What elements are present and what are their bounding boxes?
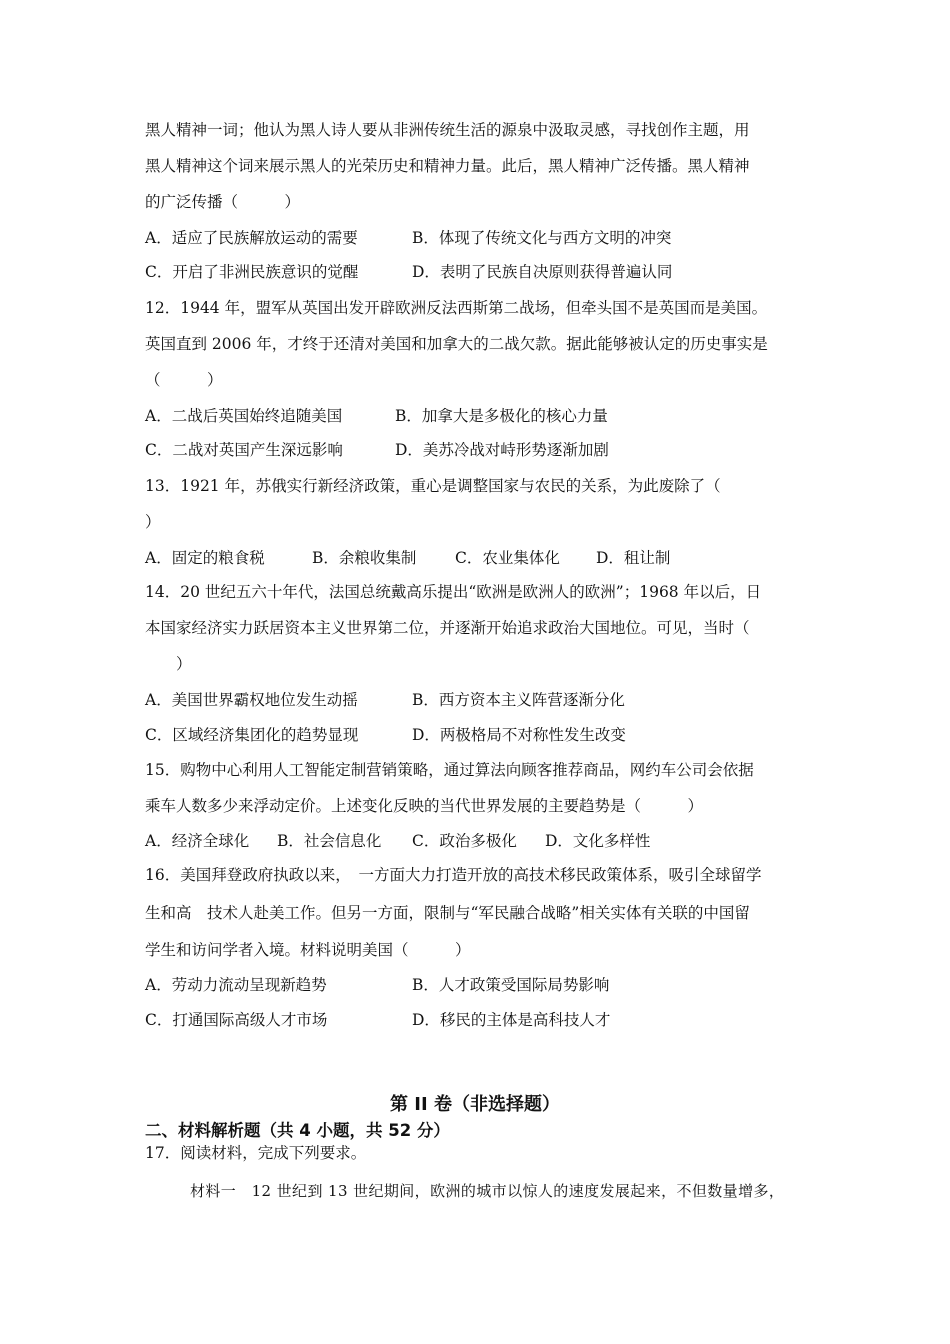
section-2-title: 第 II 卷（非选择题） — [390, 1094, 560, 1115]
q16-option-c: C．打通国际高级人才市场 — [145, 1011, 328, 1029]
q14-option-c: C．区域经济集团化的趋势显现 — [145, 726, 359, 744]
q11-option-a: A．适应了民族解放运动的需要 — [145, 229, 358, 247]
q11-line-2: 黑人精神这个词来展示黑人的光荣历史和精神力量。此后，黑人精神广泛传播。黑人精神 — [145, 157, 750, 175]
q11-option-c: C．开启了非洲民族意识的觉醒 — [145, 263, 359, 281]
q13-option-d: D．租让制 — [596, 549, 671, 567]
q15-option-a: A．经济全球化 — [145, 832, 250, 850]
q12-line-3: （ ） — [145, 371, 223, 389]
q15-option-c: C．政治多极化 — [412, 832, 517, 850]
q16-option-a: A．劳动力流动呈现新趋势 — [145, 976, 327, 994]
q14-option-a: A．美国世界霸权地位发生动摇 — [145, 691, 358, 709]
part-2-heading: 二、材料解析题（共 4 小题，共 52 分） — [145, 1121, 450, 1140]
q12-option-a: A．二战后英国始终追随美国 — [145, 407, 343, 425]
q12-option-d: D．美苏冷战对峙形势逐渐加剧 — [395, 441, 609, 459]
q11-option-d: D．表明了民族自决原则获得普遍认同 — [412, 263, 673, 281]
q17-prompt: 17．阅读材料，完成下列要求。 — [145, 1144, 367, 1162]
q14-line-3: ） — [145, 655, 192, 673]
q15-option-b: B．社会信息化 — [277, 832, 382, 850]
q14-line-2: 本国家经济实力跃居资本主义世界第二位，并逐渐开始追求政治大国地位。可见，当时（ — [145, 619, 750, 637]
q16-line-2: 生和高 技术人赴美工作。但另一方面，限制与“军民融合战略”相关实体有关联的中国留 — [145, 904, 750, 922]
q16-option-b: B．人才政策受国际局势影响 — [412, 976, 610, 994]
q13-line-2: ） — [145, 513, 161, 531]
q17-material-1: 材料一 12 世纪到 13 世纪期间，欧洲的城市以惊人的速度发展起来，不但数量增多， — [190, 1182, 785, 1200]
q16-line-1: 16．美国拜登政府执政以来， 一方面大力打造开放的高技术移民政策体系，吸引全球留学 — [145, 866, 762, 884]
q16-line-3: 学生和访问学者入境。材料说明美国（ ） — [145, 941, 471, 959]
q14-line-1: 14．20 世纪五六十年代，法国总统戴高乐提出“欧洲是欧洲人的欧洲”；1968 年以后，日 — [145, 583, 762, 601]
q15-line-1: 15．购物中心利用人工智能定制营销策略，通过算法向顾客推荐商品，网约车公司会依据 — [145, 761, 754, 779]
q12-option-c: C．二战对英国产生深远影响 — [145, 441, 343, 459]
q11-line-3: 的广泛传播（ ） — [145, 193, 301, 211]
q15-line-2: 乘车人数多少来浮动定价。上述变化反映的当代世界发展的主要趋势是（ ） — [145, 797, 704, 815]
q13-option-b: B．余粮收集制 — [312, 549, 417, 567]
q12-line-2: 英国直到 2006 年，才终于还清对美国和加拿大的二战欠款。据此能够被认定的历史事实是 — [145, 335, 768, 353]
q15-option-d: D．文化多样性 — [545, 832, 651, 850]
q16-option-d: D．移民的主体是高科技人才 — [412, 1011, 611, 1029]
q13-option-c: C．农业集体化 — [455, 549, 560, 567]
q12-line-1: 12．1944 年，盟军从英国出发开辟欧洲反法西斯第二战场，但牵头国不是英国而是美国。 — [145, 299, 768, 317]
q13-option-a: A．固定的粮食税 — [145, 549, 265, 567]
q11-line-1: 黑人精神一词；他认为黑人诗人要从非洲传统生活的源泉中汲取灵感，寻找创作主题，用 — [145, 121, 750, 139]
q14-option-d: D．两极格局不对称性发生改变 — [412, 726, 626, 744]
q14-option-b: B．西方资本主义阵营逐渐分化 — [412, 691, 625, 709]
q13-line-1: 13．1921 年，苏俄实行新经济政策，重心是调整国家与农民的关系，为此废除了（ — [145, 477, 721, 495]
q12-option-b: B．加拿大是多极化的核心力量 — [395, 407, 608, 425]
q11-option-b: B．体现了传统文化与西方文明的冲突 — [412, 229, 672, 247]
